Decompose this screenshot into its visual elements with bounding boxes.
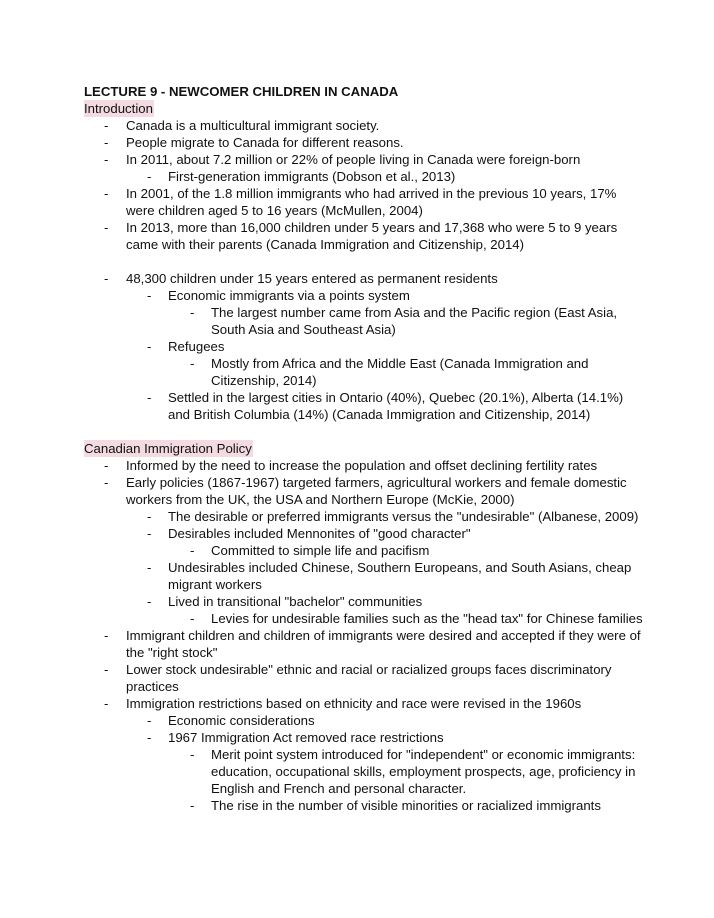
bullet-dash: - bbox=[190, 611, 195, 626]
item-text: 1967 Immigration Act removed race restrictions bbox=[168, 730, 444, 745]
list-item bbox=[84, 219, 644, 253]
list-item bbox=[84, 729, 644, 746]
item-text: First-generation immigrants (Dobson et al., 2013) bbox=[168, 169, 456, 184]
document-page bbox=[84, 80, 644, 814]
list-item bbox=[84, 117, 644, 134]
item-text: In 2001, of the 1.8 million immigrants who had arrived in the previous 10 years, 17% were children aged 5 to 16 years (McMullen, 2004) bbox=[126, 186, 617, 218]
item-text: Desirables included Mennonites of "good character" bbox=[168, 526, 471, 541]
item-text: Lower stock undesirable" ethnic and racial or racialized groups faces discriminatory practices bbox=[126, 662, 612, 694]
intro-heading-row bbox=[84, 100, 644, 117]
item-text: Early policies (1867-1967) targeted farmers, agricultural workers and female domestic workers from the UK, the USA and Northern Europe (McKie, 2000) bbox=[126, 475, 627, 507]
item-text: Refugees bbox=[168, 339, 225, 354]
list-item bbox=[84, 661, 644, 695]
bullet-dash: - bbox=[190, 305, 195, 320]
item-text: Informed by the need to increase the population and offset declining fertility rates bbox=[126, 458, 598, 473]
list-item bbox=[84, 712, 644, 729]
spacer bbox=[84, 253, 644, 270]
item-text: 48,300 children under 15 years entered as permanent residents bbox=[126, 271, 498, 286]
list-item bbox=[84, 389, 644, 423]
bullet-dash: - bbox=[147, 713, 152, 728]
list-item bbox=[84, 695, 644, 712]
item-text: Canada is a multicultural immigrant society. bbox=[126, 118, 380, 133]
item-text: Economic considerations bbox=[168, 713, 315, 728]
bullet-dash: - bbox=[147, 730, 152, 745]
list-item bbox=[84, 525, 644, 542]
bullet-dash: - bbox=[104, 220, 109, 235]
list-item bbox=[84, 355, 644, 389]
list-item bbox=[84, 151, 644, 168]
bullet-dash: - bbox=[104, 696, 109, 711]
item-text: Mostly from Africa and the Middle East (Canada Immigration and Citizenship, 2014) bbox=[211, 356, 589, 388]
bullet-dash: - bbox=[104, 475, 109, 490]
list-item bbox=[84, 542, 644, 559]
item-text: Immigrant children and children of immigrants were desired and accepted if they were of the "right stock" bbox=[126, 628, 641, 660]
list-item bbox=[84, 559, 644, 593]
bullet-dash: - bbox=[147, 339, 152, 354]
list-item bbox=[84, 457, 644, 474]
item-text: Immigration restrictions based on ethnicity and race were revised in the 1960s bbox=[126, 696, 582, 711]
bullet-dash: - bbox=[190, 747, 195, 762]
list-item bbox=[84, 304, 644, 338]
bullet-dash: - bbox=[147, 526, 152, 541]
item-text: Merit point system introduced for "independent" or economic immigrants: education, occupational skills, employment prospects, age, proficiency in English and French and personal character. bbox=[211, 747, 636, 796]
bullet-dash: - bbox=[190, 798, 195, 813]
list-item bbox=[84, 593, 644, 610]
item-text: Economic immigrants via a points system bbox=[168, 288, 410, 303]
list-item bbox=[84, 474, 644, 508]
list-item bbox=[84, 746, 644, 797]
section-heading-introduction: Introduction bbox=[84, 101, 153, 116]
bullet-dash: - bbox=[104, 152, 109, 167]
bullet-dash: - bbox=[104, 628, 109, 643]
item-text: Committed to simple life and pacifism bbox=[211, 543, 430, 558]
item-text: The desirable or preferred immigrants versus the "undesirable" (Albanese, 2009) bbox=[168, 509, 639, 524]
bullet-dash: - bbox=[147, 509, 152, 524]
bullet-dash: - bbox=[104, 135, 109, 150]
section-heading-immigration-policy: Canadian Immigration Policy bbox=[84, 441, 252, 456]
list-item bbox=[84, 287, 644, 304]
bullet-dash: - bbox=[147, 390, 152, 405]
bullet-dash: - bbox=[147, 560, 152, 575]
list-item bbox=[84, 610, 644, 627]
item-text: The rise in the number of visible minorities or racialized immigrants bbox=[211, 798, 601, 813]
bullet-dash: - bbox=[104, 458, 109, 473]
bullet-dash: - bbox=[190, 543, 195, 558]
bullet-dash: - bbox=[104, 271, 109, 286]
list-item bbox=[84, 797, 644, 814]
item-text: The largest number came from Asia and the Pacific region (East Asia, South Asia and Southeast Asia) bbox=[211, 305, 618, 337]
bullet-dash: - bbox=[147, 594, 152, 609]
item-text: Lived in transitional "bachelor" communities bbox=[168, 594, 423, 609]
bullet-dash: - bbox=[104, 118, 109, 133]
list-item bbox=[84, 185, 644, 219]
list-item bbox=[84, 338, 644, 355]
bullet-dash: - bbox=[104, 186, 109, 201]
list-item bbox=[84, 168, 644, 185]
bullet-dash: - bbox=[147, 169, 152, 184]
bullet-dash: - bbox=[104, 662, 109, 677]
item-text: People migrate to Canada for different reasons. bbox=[126, 135, 404, 150]
spacer bbox=[84, 423, 644, 440]
list-item bbox=[84, 270, 644, 287]
bullet-dash: - bbox=[190, 356, 195, 371]
list-item bbox=[84, 508, 644, 525]
item-text: In 2011, about 7.2 million or 22% of people living in Canada were foreign-born bbox=[126, 152, 581, 167]
bullet-dash: - bbox=[147, 288, 152, 303]
policy-heading-row bbox=[84, 440, 644, 457]
lecture-title: LECTURE 9 - NEWCOMER CHILDREN IN CANADA bbox=[84, 84, 399, 99]
item-text: Levies for undesirable families such as the "head tax" for Chinese families bbox=[211, 611, 643, 626]
item-text: Undesirables included Chinese, Southern Europeans, and South Asians, cheap migrant workers bbox=[168, 560, 632, 592]
list-item bbox=[84, 134, 644, 151]
item-text: In 2013, more than 16,000 children under 5 years and 17,368 who were 5 to 9 years came with their parents (Canada Immigration and Citizenship, 2014) bbox=[126, 220, 618, 252]
item-text: Settled in the largest cities in Ontario (40%), Quebec (20.1%), Alberta (14.1%) and British Columbia (14%) (Canada Immigration and Citizenship, 2014) bbox=[168, 390, 624, 422]
list-item bbox=[84, 627, 644, 661]
